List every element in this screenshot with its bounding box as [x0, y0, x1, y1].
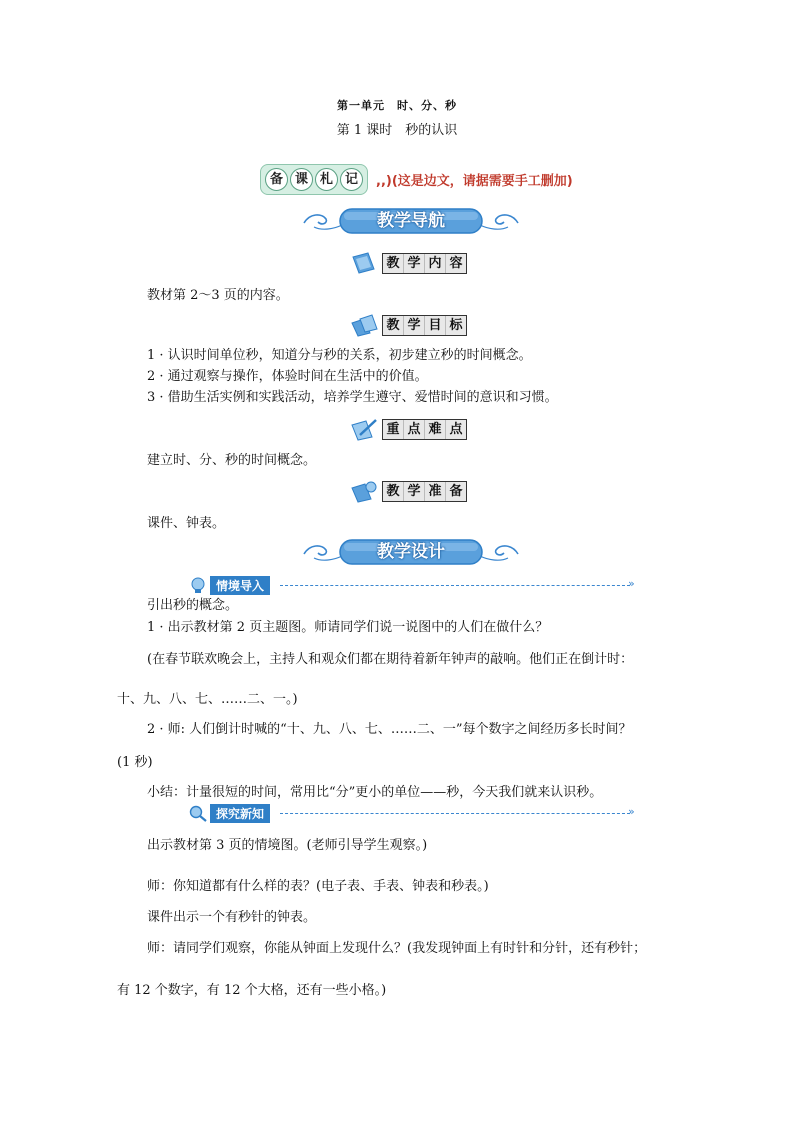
- book-icon: [350, 251, 378, 275]
- intro-line: 十、九、八、七、……二、一。): [117, 692, 298, 707]
- section-title-char: 学: [404, 482, 425, 501]
- section-header-prep: [350, 478, 467, 504]
- unit-title: 第一单元 时、分、秒: [337, 99, 457, 112]
- explore-line: 课件出示一个有秒针的钟表。: [147, 910, 317, 925]
- section-title-char: 准: [425, 482, 446, 501]
- section-header-content: [350, 250, 467, 276]
- section-title-char: 教: [383, 482, 404, 501]
- section-title-char: 学: [404, 316, 425, 335]
- intro-line: 1 · 出示教材第 2 页主题图。师请同学们说一说图中的人们在做什么？: [147, 620, 549, 635]
- section-title-char: 难: [425, 420, 446, 439]
- note-badge-char: 课: [290, 168, 313, 191]
- magnifier-icon: [188, 804, 208, 822]
- section-title-char: 教: [383, 316, 404, 335]
- key-points-body: 建立时、分、秒的时间概念。: [147, 453, 317, 468]
- section-title-char: 备: [449, 483, 463, 499]
- section-title-box: [382, 315, 467, 336]
- explore-line: 出示教材第 3 页的情境图。(老师引导学生观察。): [147, 838, 428, 853]
- subsection-label: 情境导入: [210, 576, 270, 595]
- intro-line: (在春节联欢晚会上，主持人和观众们都在期待着新年钟声的敲响。他们正在倒计时：: [147, 652, 634, 667]
- note-badge-char: 备: [265, 168, 288, 191]
- banner-teaching-guide: [300, 207, 522, 235]
- subsection-header-explore: [188, 803, 270, 823]
- intro-line: 2 · 师: 人们倒计时喊的“十、九、八、七、……二、一”每个数字之间经历多长时间？: [147, 722, 632, 737]
- goal-item: 1 · 认识时间单位秒，知道分与秒的关系，初步建立秒的时间概念。: [147, 348, 532, 363]
- lesson-note-badge: [260, 164, 368, 195]
- section-title-box: [382, 419, 467, 440]
- banner-teaching-design: [300, 538, 522, 566]
- subsection-header-intro: [188, 575, 270, 595]
- section-title-char: 学: [404, 254, 425, 273]
- section-title-char: 容: [449, 255, 463, 271]
- explore-line: 有 12 个数字，有 12 个大格，还有一些小格。): [117, 983, 387, 998]
- section-title-char: 重: [383, 420, 404, 439]
- section-title-box: [382, 481, 467, 502]
- note-badge-char: 札: [315, 168, 338, 191]
- section-title-char: 点: [449, 421, 463, 437]
- lightbulb-icon: [188, 576, 208, 594]
- section-title-char: 内: [425, 254, 446, 273]
- section-title-char: 教: [383, 254, 404, 273]
- goal-item: 3 · 借助生活实例和实践活动，培养学生遵守、爱惜时间的意识和习惯。: [147, 390, 558, 405]
- lesson-title: 第 1 课时 秒的认识: [336, 123, 458, 138]
- materials-icon: [350, 479, 378, 503]
- dashed-divider: [280, 813, 630, 814]
- section-title-char: 点: [404, 420, 425, 439]
- banner-title: 教学设计: [377, 542, 445, 562]
- note-badge-char: 记: [340, 168, 363, 191]
- banner-title: 教学导航: [377, 211, 445, 231]
- section-title-char: 标: [449, 317, 463, 333]
- intro-line: 引出秒的概念。: [147, 598, 239, 613]
- pen-paper-icon: [350, 417, 378, 441]
- explore-line: 师：你知道都有什么样的表？(电子表、手表、钟表和秒表。): [147, 879, 489, 894]
- section-header-goals: [350, 312, 467, 338]
- lesson-note-row: [260, 165, 573, 193]
- double-chevron-icon: »: [628, 577, 635, 590]
- subsection-label: 探究新知: [210, 804, 270, 823]
- content-body: 教材第 2～3 页的内容。: [147, 288, 289, 303]
- section-title-char: 目: [425, 316, 446, 335]
- dashed-divider: [280, 585, 630, 586]
- goal-item: 2 · 通过观察与操作，体验时间在生活中的价值。: [147, 369, 428, 384]
- intro-line: (1 秒): [117, 755, 153, 770]
- margin-note-text: ,,)(这是边文，请据需要手工删加): [376, 173, 573, 189]
- double-chevron-icon: »: [628, 805, 635, 818]
- intro-line: 小结：计量很短的时间，常用比“分”更小的单位——秒，今天我们就来认识秒。: [147, 785, 603, 800]
- prep-body: 课件、钟表。: [147, 516, 226, 531]
- explore-line: 师：请同学们观察，你能从钟面上发现什么？(我发现钟面上有时针和分针，还有秒针；: [147, 941, 647, 956]
- books-stack-icon: [350, 313, 378, 337]
- section-title-box: [382, 253, 467, 274]
- section-header-key-points: [350, 416, 467, 442]
